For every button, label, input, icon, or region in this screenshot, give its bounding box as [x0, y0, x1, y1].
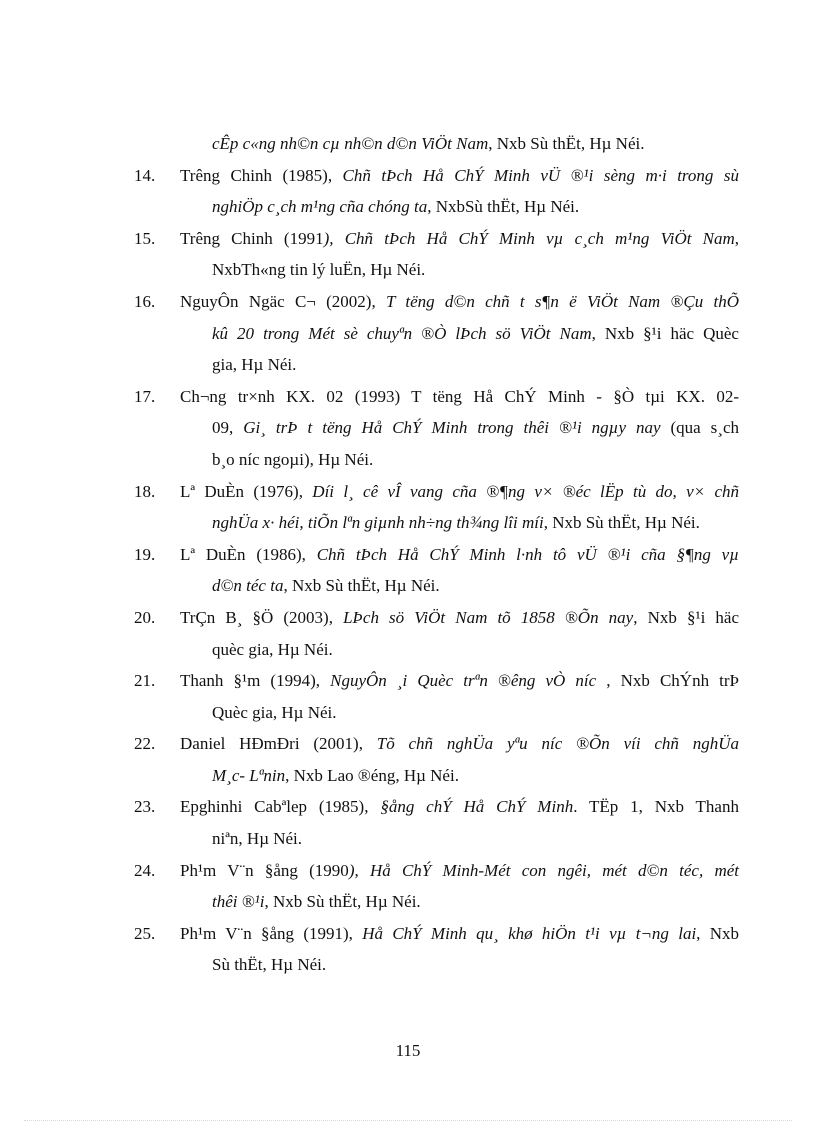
- reference-text: [212, 507, 739, 539]
- reference-plain-text: , Nxb Sù thËt, Hµ Néi.: [283, 576, 440, 596]
- reference-text: [212, 191, 739, 223]
- reference-title-text: nghiÖp c¸ch m¹ng cña chóng ta: [212, 197, 428, 217]
- bibliography-list: [0, 128, 816, 981]
- reference-plain-text: NguyÔn Ngäc C¬ (2002),: [180, 291, 386, 311]
- reference-plain-text: , Nxb ChÝnh trÞ: [596, 671, 740, 691]
- reference-text: [180, 476, 739, 508]
- reference-text: [212, 886, 739, 918]
- reference-plain-text: NxbTh«ng tin lý luËn, Hµ Néi.: [212, 260, 426, 280]
- reference-plain-text: niªn, Hµ Néi.: [212, 829, 303, 849]
- reference-text: [212, 318, 739, 350]
- reference-text: [212, 823, 739, 855]
- reference-title-text: Díi l¸ cê vÎ vang cña ®¶ng v× ®éc lËp tù do, v× chñ: [312, 481, 740, 501]
- reference-entry-line: [0, 855, 816, 887]
- reference-plain-text: Sù thËt, Hµ Néi.: [212, 955, 327, 975]
- reference-continuation-line: [0, 444, 816, 476]
- reference-number: 17.: [134, 386, 156, 406]
- reference-text: [180, 728, 739, 760]
- page-number: 115: [395, 1041, 421, 1060]
- reference-plain-text: Ch¬ng tr×nh KX. 02 (1993) T tëng Hå ChÝ Minh - §Ò tµi KX. 02-: [180, 386, 739, 406]
- reference-continuation-line: [0, 697, 816, 729]
- reference-plain-text: (qua s¸ch: [660, 418, 739, 438]
- reference-text: [212, 128, 739, 160]
- reference-continuation-line: [0, 349, 816, 381]
- reference-title-text: Chñ tÞch Hå ChÝ Minh vÜ ®¹i sèng m·i trong sù: [342, 165, 739, 185]
- reference-text: [180, 381, 739, 413]
- reference-title-text: NguyÔn ¸i Quèc trªn ®êng vÒ níc: [330, 671, 597, 691]
- reference-entry-line: [0, 381, 816, 413]
- reference-entry-line: [0, 160, 816, 192]
- reference-title-text: d©n téc ta: [212, 576, 284, 596]
- page-edge-rule: [24, 1120, 792, 1121]
- reference-entry-line: [0, 223, 816, 255]
- reference-plain-text: , Nxb: [696, 923, 740, 943]
- reference-plain-text: ,: [734, 228, 739, 248]
- reference-continuation-line: [0, 128, 816, 160]
- reference-plain-text: , Nxb Sù thËt, Hµ Néi.: [264, 892, 421, 912]
- reference-title-text: Tõ chñ nghÜa yªu níc ®Õn víi chñ nghÜa: [376, 734, 739, 754]
- reference-text: [212, 634, 739, 666]
- reference-entry-line: [0, 918, 816, 950]
- reference-text: [180, 223, 739, 255]
- reference-continuation-line: [0, 254, 816, 286]
- reference-title-text: M¸c- Lªnin: [212, 765, 286, 785]
- reference-text: [180, 160, 739, 192]
- reference-number: 21.: [134, 671, 156, 691]
- reference-text: [180, 791, 739, 823]
- reference-plain-text: , Nxb Sù thËt, Hµ Néi.: [543, 513, 700, 533]
- reference-title-text: ), Chñ tÞch Hå ChÝ Minh vµ c¸ch m¹ng ViÖt Nam: [323, 228, 735, 248]
- reference-continuation-line: [0, 412, 816, 444]
- reference-text: [212, 949, 739, 981]
- reference-number: 15.: [134, 228, 156, 248]
- reference-title-text: LÞch sö ViÖt Nam tõ 1858 ®Õn nay: [343, 607, 634, 627]
- reference-plain-text: Lª DuÈn (1986),: [180, 544, 317, 564]
- reference-number: 20.: [134, 607, 156, 627]
- reference-continuation-line: [0, 823, 816, 855]
- reference-number: 23.: [134, 797, 156, 817]
- reference-number: 14.: [134, 165, 156, 185]
- reference-plain-text: Thanh §¹m (1994),: [180, 671, 331, 691]
- reference-number: 24.: [134, 860, 156, 880]
- reference-title-text: ), Hå ChÝ Minh-Mét con ngêi, mét d©n téc, mét: [348, 860, 739, 880]
- reference-continuation-line: [0, 191, 816, 223]
- reference-plain-text: gia, Hµ Néi.: [212, 355, 297, 375]
- reference-continuation-line: [0, 634, 816, 666]
- reference-plain-text: Epghinhi Cabªlep (1985),: [180, 797, 381, 817]
- reference-continuation-line: [0, 507, 816, 539]
- reference-title-text: Chñ tÞch Hå ChÝ Minh l·nh tô vÜ ®¹i cña §¶ng vµ: [316, 544, 739, 564]
- reference-title-text: T tëng d©n chñ t s¶n ë ViÖt Nam ®Çu thÕ: [385, 291, 739, 311]
- reference-continuation-line: [0, 318, 816, 350]
- reference-plain-text: Quèc gia, Hµ Néi.: [212, 702, 337, 722]
- reference-entry-line: [0, 791, 816, 823]
- reference-entry-line: [0, 665, 816, 697]
- reference-text: [212, 412, 739, 444]
- reference-number: 25.: [134, 923, 156, 943]
- reference-title-text: §ång chÝ Hå ChÝ Minh: [380, 797, 574, 817]
- reference-text: [212, 570, 739, 602]
- reference-title-text: nghÜa x· héi, tiÕn lªn giµnh nh÷ng th¾ng lîi míi: [212, 513, 544, 533]
- reference-text: [212, 349, 739, 381]
- reference-number: 16.: [134, 291, 156, 311]
- reference-plain-text: Ph¹m V¨n §ång (1990: [180, 860, 349, 880]
- reference-text: [180, 918, 739, 950]
- reference-continuation-line: [0, 949, 816, 981]
- reference-title-text: cÊp c«ng nh©n cµ nh©n d©n ViÖt Nam: [212, 134, 489, 153]
- reference-plain-text: b¸o níc ngoµi), Hµ Néi.: [212, 449, 374, 469]
- reference-text: [180, 539, 739, 571]
- reference-entry-line: [0, 602, 816, 634]
- reference-plain-text: , Nxb Sù thËt, Hµ Néi.: [488, 134, 645, 153]
- reference-entry-line: [0, 286, 816, 318]
- reference-text: [180, 665, 739, 697]
- reference-plain-text: 09,: [212, 418, 244, 438]
- reference-title-text: kû 20 trong Mét sè chuyªn ®Ò lÞch sö ViÖt Nam: [212, 323, 592, 343]
- reference-plain-text: TrÇn B¸ §Ö (2003),: [180, 607, 344, 627]
- reference-plain-text: Ph¹m V¨n §ång (1991),: [180, 923, 363, 943]
- reference-number: 19.: [134, 544, 156, 564]
- reference-plain-text: Trêng Chinh (1985),: [180, 165, 343, 185]
- reference-text: [212, 697, 739, 729]
- reference-plain-text: Daniel HÐmÐri (2001),: [180, 734, 377, 754]
- reference-title-text: thêi ®¹i: [212, 892, 265, 912]
- reference-continuation-line: [0, 886, 816, 918]
- reference-text: [180, 855, 739, 887]
- reference-number: 22.: [134, 734, 156, 754]
- reference-plain-text: , Nxb §¹i häc Quèc: [591, 323, 739, 343]
- reference-title-text: Gi¸ trÞ t tëng Hå ChÝ Minh trong thêi ®¹i ngµy nay: [243, 418, 661, 438]
- reference-continuation-line: [0, 760, 816, 792]
- reference-text: [180, 286, 739, 318]
- reference-entry-line: [0, 476, 816, 508]
- reference-plain-text: Lª DuÈn (1976),: [180, 481, 313, 501]
- reference-entry-line: [0, 539, 816, 571]
- reference-text: [212, 444, 739, 476]
- reference-continuation-line: [0, 570, 816, 602]
- reference-plain-text: quèc gia, Hµ Néi.: [212, 639, 333, 659]
- reference-plain-text: , Nxb Lao ®éng, Hµ Néi.: [285, 765, 459, 785]
- reference-title-text: Hå ChÝ Minh qu¸ khø hiÖn t¹i vµ t¬ng lai: [362, 923, 697, 943]
- reference-text: [212, 760, 739, 792]
- reference-text: [212, 254, 739, 286]
- reference-plain-text: Trêng Chinh (1991: [180, 228, 324, 248]
- reference-plain-text: , NxbSù thËt, Hµ Néi.: [427, 197, 580, 217]
- reference-entry-line: [0, 728, 816, 760]
- reference-number: 18.: [134, 481, 156, 501]
- reference-plain-text: , Nxb §¹i häc: [633, 607, 739, 627]
- reference-text: [180, 602, 739, 634]
- reference-plain-text: . TËp 1, Nxb Thanh: [573, 797, 739, 817]
